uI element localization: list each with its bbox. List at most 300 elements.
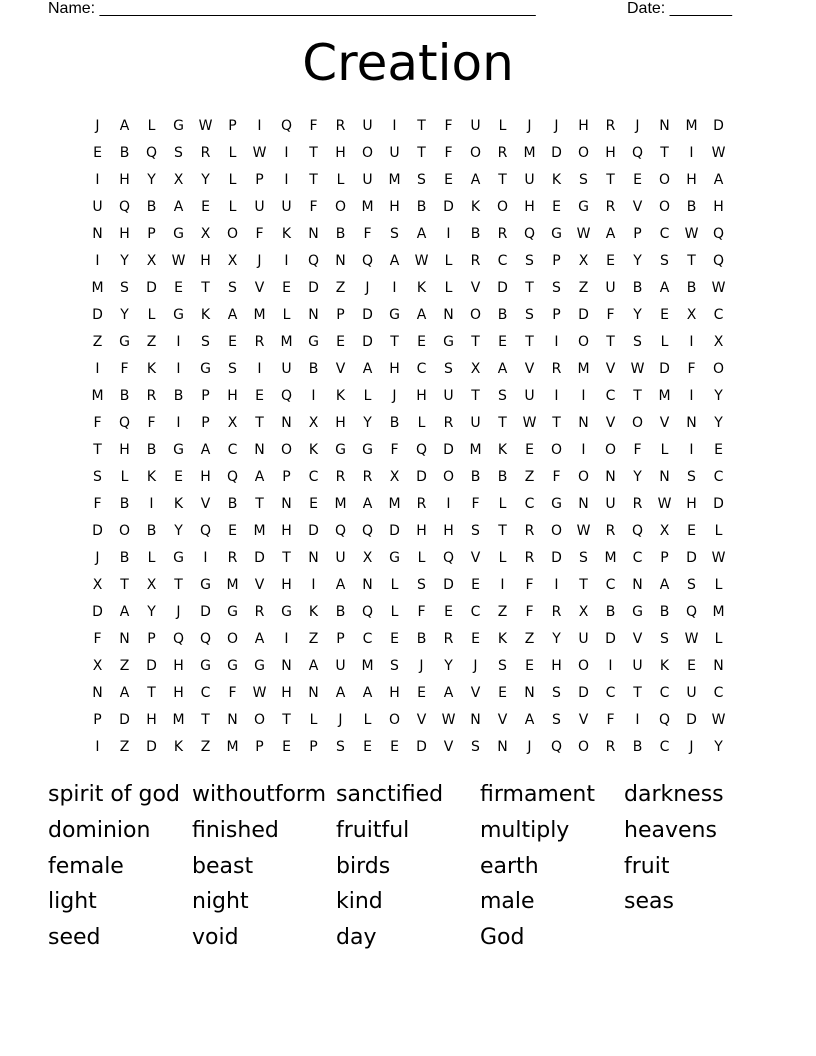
- grid-letter: X: [146, 577, 157, 593]
- grid-letter: R: [254, 334, 265, 350]
- grid-letter: I: [392, 118, 397, 134]
- grid-letter: M: [577, 361, 590, 377]
- grid-letter: L: [120, 469, 129, 485]
- grid-letter: V: [470, 550, 481, 566]
- grid-letter: A: [362, 361, 373, 377]
- grid-letter: G: [200, 577, 211, 593]
- word-list-item: heavens: [624, 817, 717, 843]
- grid-letter: E: [525, 442, 534, 458]
- grid-letter: K: [497, 442, 508, 458]
- grid-letter: Q: [631, 523, 644, 539]
- grid-letter: J: [527, 739, 532, 755]
- grid-letter: B: [416, 199, 427, 215]
- grid-letter: K: [146, 361, 157, 377]
- grid-letter: C: [605, 577, 616, 593]
- grid-letter: G: [173, 307, 184, 323]
- grid-letter: Q: [631, 145, 644, 161]
- grid-letter: C: [659, 226, 670, 242]
- grid-letter: E: [660, 307, 669, 323]
- grid-letter: U: [605, 496, 616, 512]
- grid-letter: N: [308, 550, 319, 566]
- grid-letter: N: [443, 307, 454, 323]
- grid-letter: C: [416, 361, 427, 377]
- grid-letter: T: [309, 172, 318, 188]
- word-search-grid: [84, 113, 732, 761]
- grid-letter: J: [338, 712, 343, 728]
- grid-letter: B: [227, 496, 238, 512]
- grid-letter: H: [200, 469, 211, 485]
- grid-letter: H: [119, 172, 130, 188]
- grid-letter: O: [577, 334, 590, 350]
- grid-letter: N: [281, 658, 292, 674]
- grid-letter: U: [524, 172, 535, 188]
- grid-letter: D: [92, 604, 103, 620]
- grid-letter: L: [228, 172, 237, 188]
- grid-letter: Z: [308, 631, 319, 647]
- grid-letter: R: [416, 496, 427, 512]
- grid-letter: U: [281, 199, 292, 215]
- grid-letter: I: [95, 739, 100, 755]
- grid-letter: K: [281, 226, 292, 242]
- grid-letter: R: [470, 253, 481, 269]
- grid-letter: Z: [524, 469, 535, 485]
- grid-letter: H: [119, 442, 130, 458]
- grid-letter: O: [361, 145, 374, 161]
- grid-letter: L: [228, 199, 237, 215]
- grid-letter: R: [443, 631, 454, 647]
- grid-letter: J: [95, 118, 100, 134]
- grid-letter: A: [659, 280, 670, 296]
- grid-letter: F: [633, 442, 642, 458]
- grid-letter: N: [254, 442, 265, 458]
- word-list-item: multiply: [480, 817, 570, 843]
- grid-letter: S: [417, 577, 426, 593]
- grid-letter: X: [227, 415, 238, 431]
- grid-letter: W: [252, 685, 267, 701]
- grid-letter: C: [308, 469, 319, 485]
- grid-letter: S: [336, 739, 345, 755]
- grid-letter: H: [416, 523, 427, 539]
- grid-letter: T: [579, 577, 588, 593]
- grid-letter: G: [173, 118, 184, 134]
- grid-letter: L: [498, 496, 507, 512]
- grid-letter: T: [471, 334, 480, 350]
- grid-letter: U: [443, 388, 454, 404]
- grid-letter: K: [173, 496, 184, 512]
- grid-letter: V: [443, 739, 454, 755]
- grid-letter: M: [226, 739, 239, 755]
- grid-letter: K: [308, 604, 319, 620]
- grid-letter: Y: [714, 388, 723, 404]
- grid-letter: J: [392, 388, 397, 404]
- grid-letter: V: [470, 280, 481, 296]
- grid-letter: Y: [147, 604, 156, 620]
- grid-letter: T: [201, 280, 210, 296]
- grid-letter: L: [444, 280, 453, 296]
- grid-letter: E: [174, 280, 183, 296]
- word-list-item: sanctified: [336, 782, 444, 807]
- grid-letter: T: [309, 145, 318, 161]
- grid-letter: A: [173, 199, 184, 215]
- grid-letter: W: [711, 712, 726, 728]
- grid-letter: N: [659, 469, 670, 485]
- grid-letter: F: [93, 496, 102, 512]
- grid-letter: M: [253, 523, 266, 539]
- grid-letter: T: [498, 172, 507, 188]
- grid-letter: B: [686, 199, 697, 215]
- grid-letter: Q: [712, 226, 725, 242]
- grid-letter: F: [552, 469, 561, 485]
- grid-letter: R: [605, 523, 616, 539]
- grid-letter: I: [608, 658, 613, 674]
- grid-letter: S: [93, 469, 102, 485]
- grid-letter: T: [417, 145, 426, 161]
- grid-letter: Y: [714, 739, 723, 755]
- grid-letter: R: [524, 550, 535, 566]
- grid-letter: Q: [550, 739, 563, 755]
- grid-letter: O: [388, 712, 401, 728]
- grid-letter: M: [469, 442, 482, 458]
- grid-letter: I: [581, 442, 586, 458]
- grid-letter: L: [282, 307, 291, 323]
- grid-letter: C: [605, 685, 616, 701]
- grid-letter: D: [443, 199, 454, 215]
- grid-letter: P: [336, 631, 345, 647]
- grid-letter: K: [659, 658, 670, 674]
- grid-letter: Q: [685, 604, 698, 620]
- grid-letter: A: [335, 577, 346, 593]
- grid-letter: H: [200, 253, 211, 269]
- grid-letter: D: [416, 469, 427, 485]
- grid-letter: B: [173, 388, 184, 404]
- grid-letter: T: [282, 550, 291, 566]
- grid-letter: B: [416, 631, 427, 647]
- grid-letter: I: [689, 442, 694, 458]
- grid-letter: G: [281, 604, 292, 620]
- grid-letter: T: [498, 523, 507, 539]
- grid-letter: L: [147, 118, 156, 134]
- grid-letter: Q: [280, 118, 293, 134]
- grid-letter: B: [146, 199, 157, 215]
- grid-letter: S: [525, 253, 534, 269]
- grid-letter: N: [308, 685, 319, 701]
- grid-letter: H: [578, 118, 589, 134]
- grid-letter: G: [389, 307, 400, 323]
- grid-letter: N: [362, 577, 373, 593]
- grid-letter: Q: [199, 523, 212, 539]
- grid-letter: D: [254, 550, 265, 566]
- grid-letter: W: [657, 496, 672, 512]
- grid-letter: C: [632, 550, 643, 566]
- grid-letter: N: [578, 496, 589, 512]
- grid-letter: I: [581, 388, 586, 404]
- grid-letter: M: [712, 604, 725, 620]
- grid-letter: O: [469, 145, 482, 161]
- grid-letter: R: [362, 469, 373, 485]
- grid-letter: I: [257, 118, 262, 134]
- grid-letter: F: [525, 604, 534, 620]
- grid-letter: I: [95, 361, 100, 377]
- grid-letter: B: [119, 550, 130, 566]
- grid-letter: H: [173, 685, 184, 701]
- grid-letter: W: [198, 118, 213, 134]
- grid-letter: Y: [147, 172, 156, 188]
- grid-letter: E: [444, 604, 453, 620]
- grid-letter: L: [390, 604, 399, 620]
- grid-letter: Y: [714, 415, 723, 431]
- grid-letter: Y: [120, 307, 129, 323]
- grid-letter: G: [227, 604, 238, 620]
- grid-letter: E: [525, 658, 534, 674]
- grid-letter: J: [95, 550, 100, 566]
- grid-letter: E: [201, 199, 210, 215]
- grid-letter: K: [173, 739, 184, 755]
- word-list-item: darkness: [624, 782, 724, 807]
- grid-letter: S: [228, 280, 237, 296]
- grid-letter: V: [524, 361, 535, 377]
- word-list-item: seas: [624, 889, 674, 915]
- grid-letter: L: [309, 712, 318, 728]
- grid-letter: I: [689, 388, 694, 404]
- grid-letter: U: [335, 658, 346, 674]
- grid-letter: B: [119, 388, 130, 404]
- grid-letter: M: [361, 658, 374, 674]
- grid-letter: D: [605, 631, 616, 647]
- grid-letter: J: [635, 118, 640, 134]
- grid-letter: W: [441, 712, 456, 728]
- grid-letter: B: [686, 280, 697, 296]
- grid-letter: R: [605, 739, 616, 755]
- grid-letter: A: [389, 253, 400, 269]
- grid-letter: L: [714, 577, 723, 593]
- word-list-item: withoutform: [192, 782, 326, 807]
- grid-letter: W: [522, 415, 537, 431]
- grid-letter: I: [149, 496, 154, 512]
- grid-letter: S: [552, 280, 561, 296]
- grid-letter: X: [578, 604, 589, 620]
- grid-letter: H: [119, 226, 130, 242]
- grid-letter: A: [254, 631, 265, 647]
- grid-letter: X: [92, 577, 103, 593]
- grid-letter: E: [417, 685, 426, 701]
- grid-letter: Q: [712, 253, 725, 269]
- grid-letter: A: [119, 604, 130, 620]
- grid-letter: E: [390, 739, 399, 755]
- grid-letter: M: [334, 496, 347, 512]
- grid-letter: P: [309, 739, 318, 755]
- grid-letter: B: [497, 307, 508, 323]
- grid-letter: B: [308, 361, 319, 377]
- date-field-label: Date: _______: [627, 0, 732, 17]
- word-list-item: day: [336, 925, 377, 951]
- grid-letter: Y: [552, 631, 561, 647]
- grid-letter: U: [362, 118, 373, 134]
- grid-letter: L: [417, 550, 426, 566]
- grid-letter: P: [255, 172, 264, 188]
- grid-letter: A: [497, 361, 508, 377]
- grid-letter: X: [227, 253, 238, 269]
- grid-letter: T: [174, 577, 183, 593]
- grid-letter: V: [605, 361, 616, 377]
- grid-letter: O: [658, 199, 671, 215]
- grid-letter: I: [446, 496, 451, 512]
- grid-letter: T: [633, 685, 642, 701]
- grid-letter: F: [93, 631, 102, 647]
- word-list-item: male: [480, 889, 535, 915]
- grid-letter: R: [605, 118, 616, 134]
- grid-letter: D: [443, 577, 454, 593]
- grid-letter: H: [686, 496, 697, 512]
- grid-letter: H: [416, 388, 427, 404]
- grid-letter: T: [282, 712, 291, 728]
- grid-letter: D: [362, 334, 373, 350]
- grid-letter: M: [388, 172, 401, 188]
- grid-letter: M: [226, 577, 239, 593]
- grid-letter: D: [146, 739, 157, 755]
- word-list: [48, 779, 768, 958]
- grid-letter: S: [687, 469, 696, 485]
- grid-letter: Z: [119, 739, 130, 755]
- grid-letter: Z: [200, 739, 211, 755]
- grid-letter: S: [660, 631, 669, 647]
- grid-letter: E: [228, 334, 237, 350]
- grid-letter: O: [442, 469, 455, 485]
- grid-letter: T: [255, 496, 264, 512]
- grid-letter: H: [173, 658, 184, 674]
- grid-letter: U: [470, 118, 481, 134]
- grid-letter: P: [336, 307, 345, 323]
- grid-letter: S: [390, 658, 399, 674]
- grid-letter: S: [552, 712, 561, 728]
- grid-letter: F: [471, 496, 480, 512]
- grid-letter: I: [176, 361, 181, 377]
- grid-letter: L: [228, 145, 237, 161]
- grid-letter: T: [417, 118, 426, 134]
- grid-letter: E: [363, 739, 372, 755]
- grid-letter: Z: [335, 280, 346, 296]
- grid-letter: V: [605, 415, 616, 431]
- grid-letter: T: [525, 280, 534, 296]
- grid-letter: E: [174, 469, 183, 485]
- grid-letter: B: [659, 604, 670, 620]
- grid-letter: I: [203, 550, 208, 566]
- grid-letter: D: [362, 307, 373, 323]
- grid-letter: X: [92, 658, 103, 674]
- grid-letter: J: [419, 658, 424, 674]
- grid-letter: I: [257, 361, 262, 377]
- grid-letter: L: [147, 550, 156, 566]
- word-list-item: finished: [192, 817, 279, 843]
- grid-letter: N: [686, 415, 697, 431]
- grid-letter: A: [227, 307, 238, 323]
- grid-letter: H: [443, 523, 454, 539]
- grid-letter: L: [363, 712, 372, 728]
- grid-letter: U: [605, 280, 616, 296]
- grid-letter: Y: [633, 307, 642, 323]
- grid-letter: P: [201, 415, 210, 431]
- grid-letter: P: [660, 550, 669, 566]
- grid-letter: X: [659, 523, 670, 539]
- grid-letter: H: [389, 685, 400, 701]
- grid-letter: E: [552, 199, 561, 215]
- grid-letter: T: [552, 415, 561, 431]
- grid-letter: U: [362, 172, 373, 188]
- grid-letter: O: [577, 739, 590, 755]
- grid-letter: Q: [226, 469, 239, 485]
- grid-letter: V: [335, 361, 346, 377]
- grid-letter: L: [336, 172, 345, 188]
- grid-letter: R: [551, 604, 562, 620]
- grid-letter: P: [552, 253, 561, 269]
- grid-letter: R: [146, 388, 157, 404]
- grid-letter: V: [578, 712, 589, 728]
- grid-letter: A: [605, 226, 616, 242]
- grid-letter: L: [147, 307, 156, 323]
- grid-letter: D: [119, 712, 130, 728]
- grid-letter: K: [416, 280, 427, 296]
- grid-letter: G: [173, 226, 184, 242]
- grid-letter: R: [200, 145, 211, 161]
- grid-letter: S: [201, 334, 210, 350]
- grid-letter: N: [470, 712, 481, 728]
- grid-letter: S: [444, 361, 453, 377]
- grid-letter: T: [201, 712, 210, 728]
- grid-letter: G: [443, 334, 454, 350]
- grid-letter: G: [632, 604, 643, 620]
- grid-letter: Q: [361, 523, 374, 539]
- grid-letter: V: [470, 685, 481, 701]
- grid-letter: S: [579, 550, 588, 566]
- grid-letter: X: [362, 550, 373, 566]
- grid-letter: C: [713, 307, 724, 323]
- grid-letter: N: [335, 253, 346, 269]
- grid-letter: N: [281, 496, 292, 512]
- grid-letter: D: [551, 145, 562, 161]
- grid-letter: Q: [361, 253, 374, 269]
- grid-letter: R: [335, 118, 346, 134]
- grid-letter: J: [554, 118, 559, 134]
- grid-letter: T: [147, 685, 156, 701]
- grid-letter: H: [389, 361, 400, 377]
- grid-letter: K: [146, 469, 157, 485]
- grid-letter: Q: [145, 145, 158, 161]
- grid-letter: O: [226, 226, 239, 242]
- grid-letter: G: [551, 496, 562, 512]
- grid-letter: Y: [633, 469, 642, 485]
- grid-letter: E: [228, 523, 237, 539]
- grid-letter: M: [658, 388, 671, 404]
- grid-letter: F: [444, 118, 453, 134]
- grid-letter: L: [390, 577, 399, 593]
- grid-letter: S: [228, 361, 237, 377]
- grid-letter: B: [119, 496, 130, 512]
- grid-letter: F: [147, 415, 156, 431]
- grid-letter: Q: [118, 415, 131, 431]
- word-list-item: firmament: [480, 782, 595, 807]
- grid-letter: C: [470, 604, 481, 620]
- grid-letter: F: [309, 199, 318, 215]
- grid-letter: I: [95, 253, 100, 269]
- grid-letter: S: [471, 739, 480, 755]
- grid-letter: O: [577, 145, 590, 161]
- grid-letter: F: [687, 361, 696, 377]
- grid-letter: I: [635, 712, 640, 728]
- grid-letter: W: [711, 280, 726, 296]
- grid-letter: R: [227, 550, 238, 566]
- grid-letter: L: [444, 253, 453, 269]
- grid-letter: E: [633, 172, 642, 188]
- grid-letter: V: [632, 199, 643, 215]
